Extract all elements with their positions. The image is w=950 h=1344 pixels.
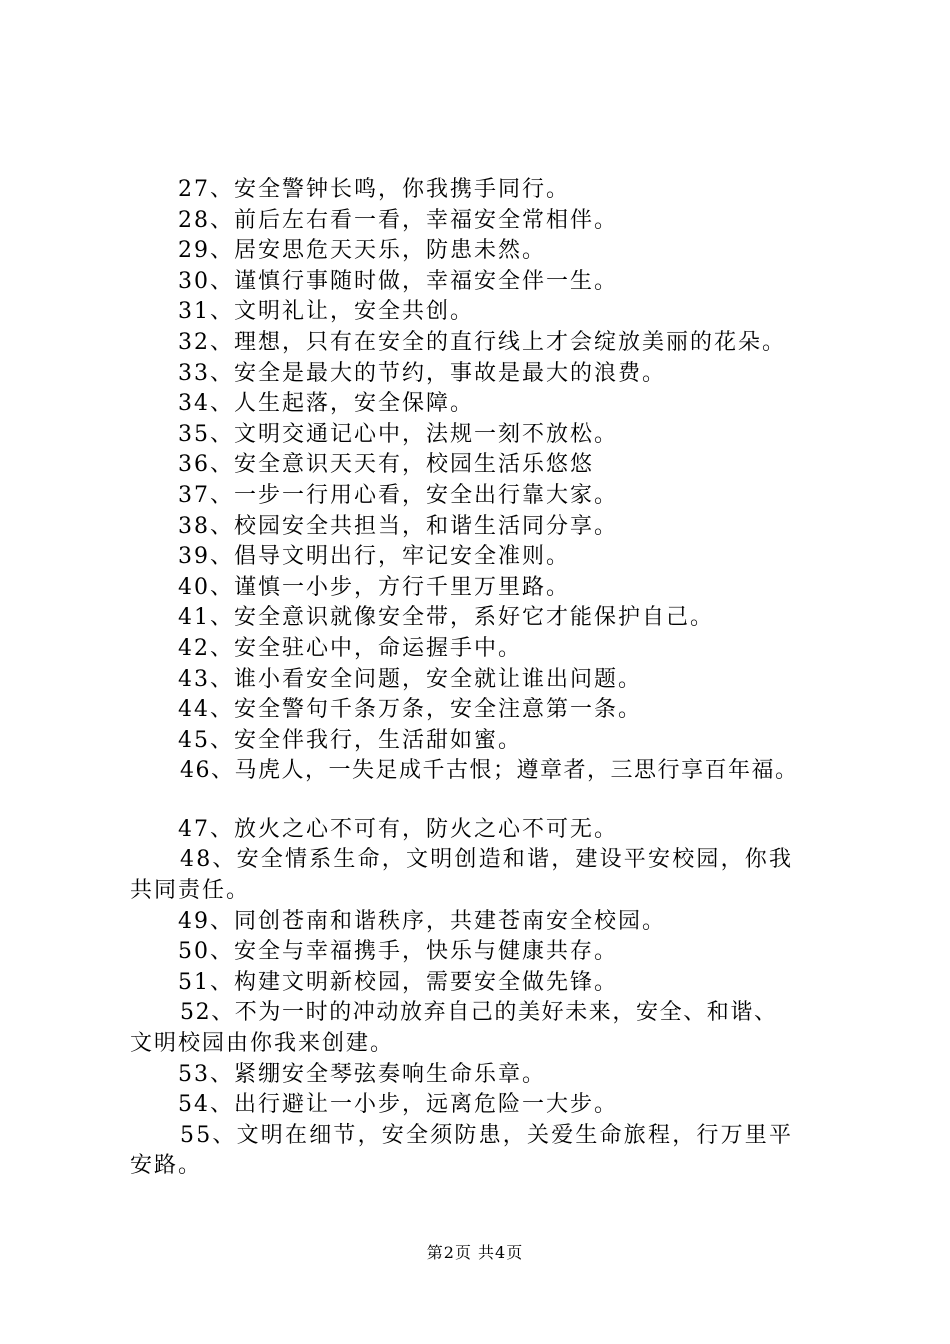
list-item: 54、出行避让一小步，远离危险一大步。 (178, 1092, 618, 1118)
list-item: 44、安全警句千条万条，安全注意第一条。 (178, 697, 642, 723)
list-item: 39、倡导文明出行，牢记安全准则。 (178, 544, 570, 570)
list-item: 43、谁小看安全问题，安全就让谁出问题。 (178, 666, 642, 692)
list-item: 32、理想，只有在安全的直行线上才会绽放美丽的花朵。 (178, 329, 786, 355)
list-item: 37、一步一行用心看，安全出行靠大家。 (178, 482, 618, 508)
list-item: 29、居安思危天天乐，防患未然。 (178, 238, 546, 264)
list-item: 50、安全与幸福携手，快乐与健康共存。 (178, 939, 618, 965)
list-item-continuation: 共同责任。 (130, 878, 251, 904)
list-item: 53、紧绷安全琴弦奏响生命乐章。 (178, 1061, 546, 1087)
page-number: 第2页 共4页 (426, 1243, 524, 1262)
list-item: 49、同创苍南和谐秩序，共建苍南安全校园。 (178, 908, 666, 934)
list-item: 45、安全伴我行，生活甜如蜜。 (178, 727, 522, 753)
list-item: 33、安全是最大的节约，事故是最大的浪费。 (178, 360, 666, 386)
list-item: 42、安全驻心中，命运握手中。 (178, 635, 522, 661)
list-item: 31、文明礼让，安全共创。 (178, 299, 474, 325)
list-item: 51、构建文明新校园，需要安全做先锋。 (178, 969, 618, 995)
slogan-list (130, 175, 850, 1182)
list-item: 46、马虎人，一失足成千古恨；遵章者，三思行享百年福。 (180, 758, 799, 784)
list-item: 36、安全意识天天有，校园生活乐悠悠 (178, 452, 594, 478)
list-item: 28、前后左右看一看，幸福安全常相伴。 (178, 207, 618, 233)
list-item-continuation: 安路。 (130, 1153, 203, 1179)
list-item: 30、谨慎行事随时做，幸福安全伴一生。 (178, 268, 618, 294)
list-item: 52、不为一时的冲动放弃自己的美好未来，安全、和谐、 (180, 1000, 778, 1026)
list-item: 34、人生起落，安全保障。 (178, 391, 474, 417)
list-item: 47、放火之心不可有，防火之心不可无。 (178, 816, 618, 842)
list-item-continuation: 文明校园由你我来创建。 (130, 1031, 395, 1057)
paragraph-gap (130, 787, 850, 815)
list-item: 38、校园安全共担当，和谐生活同分享。 (178, 513, 618, 539)
list-item: 41、安全意识就像安全带，系好它才能保护自己。 (178, 605, 714, 631)
list-item: 35、文明交通记心中，法规一刻不放松。 (178, 421, 618, 447)
list-item: 40、谨慎一小步，方行千里万里路。 (178, 574, 570, 600)
list-item: 27、安全警钟长鸣，你我携手同行。 (178, 177, 570, 202)
list-item: 48、安全情系生命，文明创造和谐，建设平安校园，你我 (180, 847, 794, 873)
list-item: 55、文明在细节，安全须防患，关爱生命旅程，行万里平 (180, 1122, 794, 1148)
